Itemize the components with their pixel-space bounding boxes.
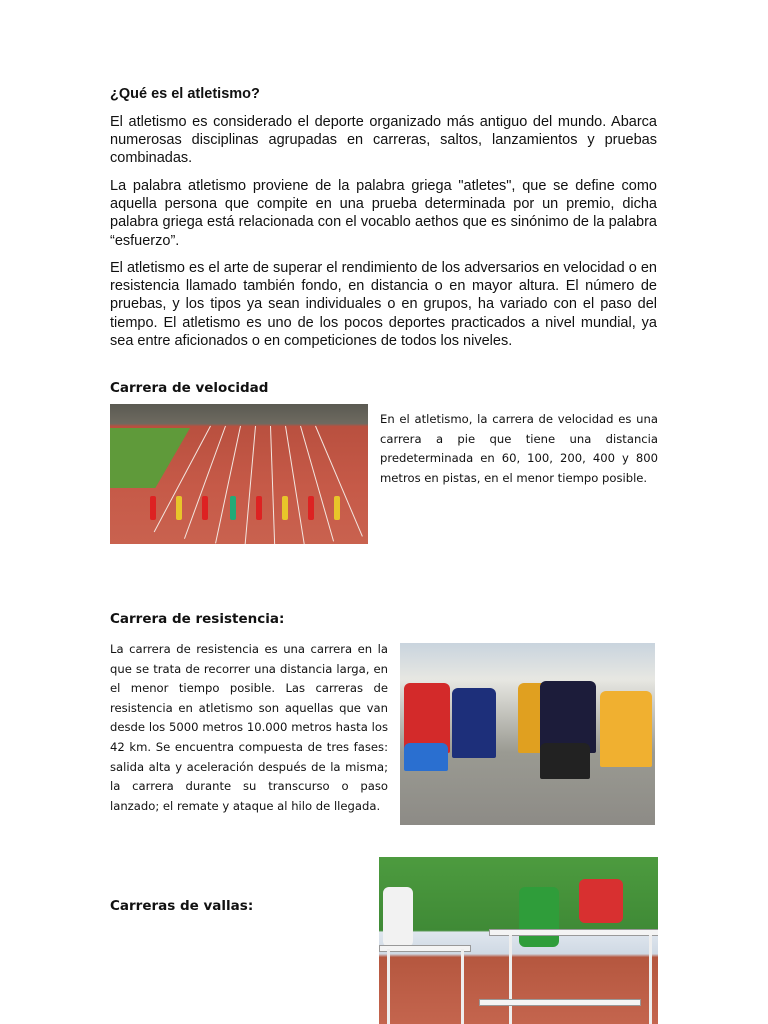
section-title-vallas: Carreras de vallas: bbox=[110, 898, 254, 914]
text-resistencia: La carrera de resistencia es una carrera en la que se trata de recorrer una distancia larga, en el menor tiempo posible. Las carreras de resistencia en atletismo son aquellas que van desde los 5000 metros 10.000 metros hasta los 42 km. Se encuentra compuesta de tres fases: salida alta y aceleración después de la misma; la carrera durante su transcurso o paso lanzado; el remate y ataque al hilo de llegada. bbox=[110, 642, 388, 813]
sprint-track-image bbox=[110, 404, 368, 544]
section-title-velocidad: Carrera de velocidad bbox=[110, 380, 269, 396]
distance-runners-image bbox=[400, 643, 655, 825]
section-title-resistencia: Carrera de resistencia: bbox=[110, 611, 285, 627]
hurdles-image bbox=[379, 857, 658, 1024]
text-velocidad: En el atletismo, la carrera de velocidad es una carrera a pie que tiene una distancia predeterminada en 60, 100, 200, 400 y 800 metros en pistas, en el menor tiempo posible. bbox=[380, 412, 658, 485]
paragraph-definition: El atletismo es el arte de superar el rendimiento de los adversarios en velocidad o en resistencia llamado también fondo, en distancia o en mayor altura. El número de pruebas, y los tipos ya sean individuales o en grupos, ha variado con el paso del tiempo. El atletismo es uno de los pocos deportes practicados a nivel mundial, ya sea entre aficionados o en competiciones de todos los niveles. bbox=[110, 260, 657, 349]
paragraph-etymology: La palabra atletismo proviene de la palabra griega "atletes", que se define como aquella persona que compite en una prueba determinada por un premio, dicha palabra griega está relacionada con el vocablo aethos que es sinónimo de la palabra “esfuerzo”. bbox=[110, 178, 657, 249]
paragraph-intro: El atletismo es considerado el deporte organizado más antiguo del mundo. Abarca numerosas disciplinas agrupadas en carreras, saltos, lanzamientos y pruebas combinadas. bbox=[110, 114, 657, 167]
page-heading: ¿Qué es el atletismo? bbox=[110, 86, 260, 102]
